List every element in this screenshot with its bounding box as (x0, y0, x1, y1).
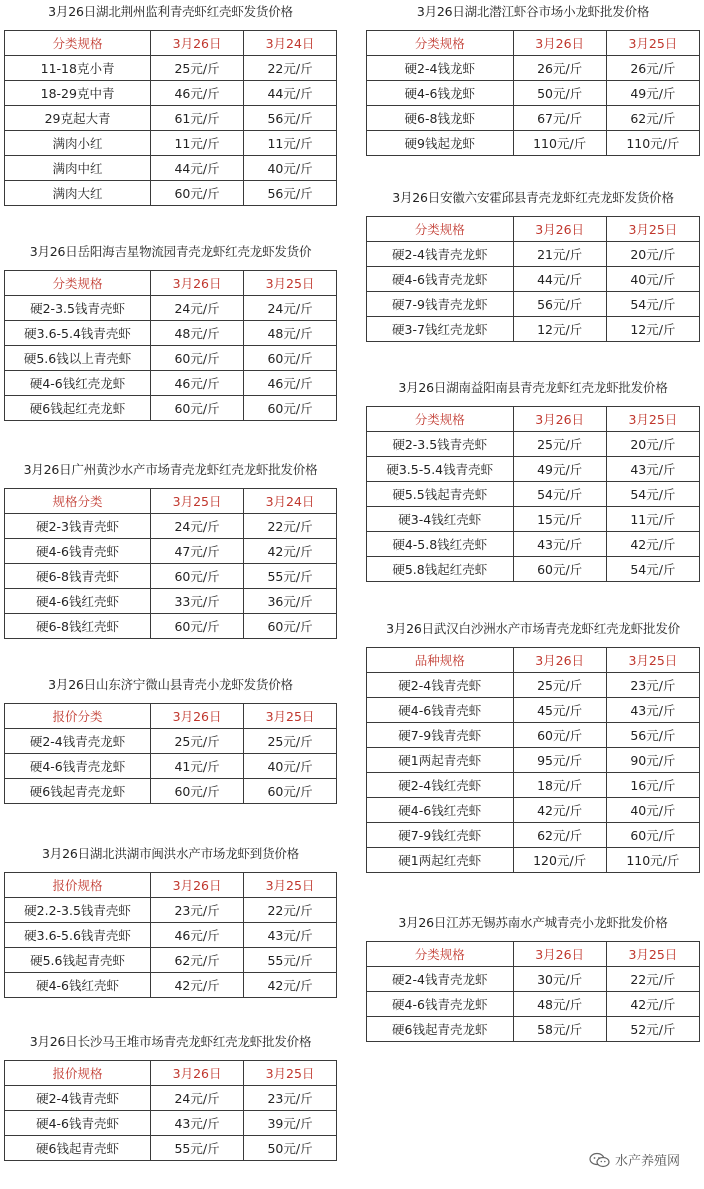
column-header: 分类规格 (367, 407, 514, 432)
table-row (5, 923, 337, 948)
price-cell: 49元/斤 (606, 81, 699, 106)
table-row (5, 131, 337, 156)
table-row (5, 973, 337, 998)
table-title: 3月26日湖北荆州监利青壳虾红壳虾发货价格 (48, 4, 293, 19)
column-header: 3月25日 (244, 873, 337, 898)
header-row (5, 873, 337, 898)
price-cell: 54元/斤 (606, 482, 699, 507)
price-cell: 11元/斤 (151, 131, 244, 156)
price-cell: 15元/斤 (513, 507, 606, 532)
table-row (367, 698, 700, 723)
price-block-changsha (4, 1034, 337, 1161)
spec-cell: 硬4-5.8钱红壳虾 (367, 532, 514, 557)
table-title: 3月26日广州黄沙水产市场青壳龙虾红壳龙虾批发价格 (23, 462, 318, 477)
table-row (5, 156, 337, 181)
price-cell: 43元/斤 (244, 923, 337, 948)
table-title: 3月26日武汉白沙洲水产市场青壳龙虾红壳龙虾批发价 (386, 621, 680, 636)
price-cell: 40元/斤 (606, 267, 699, 292)
table-row (367, 773, 700, 798)
spec-cell: 硬9钱起龙虾 (367, 131, 514, 156)
price-table (4, 488, 337, 639)
price-cell: 25元/斤 (151, 729, 244, 754)
header-row (367, 407, 700, 432)
price-cell: 44元/斤 (151, 156, 244, 181)
spec-cell: 硬4-6钱龙虾 (367, 81, 514, 106)
price-cell: 22元/斤 (244, 514, 337, 539)
spec-cell: 硬7-9钱青壳虾 (367, 723, 514, 748)
price-cell: 62元/斤 (151, 948, 244, 973)
price-cell: 55元/斤 (244, 564, 337, 589)
price-table (4, 30, 337, 206)
header-row (367, 31, 700, 56)
price-cell: 23元/斤 (151, 898, 244, 923)
price-block-wuhan (366, 621, 700, 873)
price-cell: 60元/斤 (151, 396, 244, 421)
header-row (5, 704, 337, 729)
price-cell: 16元/斤 (606, 773, 699, 798)
price-block-jining (4, 677, 337, 804)
column-header: 3月25日 (151, 489, 244, 514)
price-block-yueyang (4, 244, 337, 421)
price-cell: 110元/斤 (606, 131, 699, 156)
price-cell: 110元/斤 (606, 848, 699, 873)
table-row (5, 564, 337, 589)
price-block-wuxi (366, 915, 700, 1042)
price-cell: 25元/斤 (513, 673, 606, 698)
price-cell: 24元/斤 (244, 296, 337, 321)
price-block-honghu (4, 846, 337, 998)
spec-cell: 硬3-7钱红壳龙虾 (367, 317, 514, 342)
price-cell: 43元/斤 (151, 1111, 244, 1136)
table-row (367, 242, 700, 267)
spec-cell: 硬2-3.5钱青壳虾 (367, 432, 514, 457)
price-cell: 60元/斤 (244, 779, 337, 804)
column-header: 3月26日 (151, 31, 244, 56)
spec-cell: 硬5.5钱起青壳虾 (367, 482, 514, 507)
table-row (5, 514, 337, 539)
table-row (5, 371, 337, 396)
price-cell: 55元/斤 (244, 948, 337, 973)
column-header: 3月24日 (244, 31, 337, 56)
spec-cell: 硬6钱起青壳虾 (5, 1136, 151, 1161)
price-cell: 48元/斤 (513, 992, 606, 1017)
spec-cell: 硬2.2-3.5钱青壳虾 (5, 898, 151, 923)
price-cell: 22元/斤 (244, 898, 337, 923)
price-cell: 60元/斤 (244, 396, 337, 421)
spec-cell: 硬3.5-5.4钱青壳虾 (367, 457, 514, 482)
price-cell: 22元/斤 (244, 56, 337, 81)
column-header: 分类规格 (5, 271, 151, 296)
price-table (366, 647, 700, 873)
price-cell: 42元/斤 (244, 539, 337, 564)
spec-cell: 硬6钱起红壳龙虾 (5, 396, 151, 421)
column-header: 分类规格 (5, 31, 151, 56)
table-title: 3月26日长沙马王堆市场青壳龙虾红壳龙虾批发价格 (29, 1034, 312, 1049)
price-block-nanxian (366, 380, 700, 582)
table-title: 3月26日湖北洪湖市闽洪水产市场龙虾到货价格 (42, 846, 299, 861)
column-header: 规格分类 (5, 489, 151, 514)
price-cell: 36元/斤 (244, 589, 337, 614)
price-cell: 60元/斤 (244, 614, 337, 639)
price-cell: 60元/斤 (151, 181, 244, 206)
table-row (367, 507, 700, 532)
price-cell: 26元/斤 (513, 56, 606, 81)
price-cell: 43元/斤 (606, 698, 699, 723)
price-cell: 110元/斤 (513, 131, 606, 156)
spec-cell: 29克起大青 (5, 106, 151, 131)
spec-cell: 硬6钱起青壳龙虾 (5, 779, 151, 804)
price-block-qianjiang (366, 4, 700, 156)
table-row (5, 898, 337, 923)
price-cell: 54元/斤 (606, 292, 699, 317)
price-cell: 12元/斤 (513, 317, 606, 342)
spec-cell: 硬4-6钱青壳虾 (5, 539, 151, 564)
spec-cell: 硬5.8钱起红壳虾 (367, 557, 514, 582)
price-cell: 25元/斤 (513, 432, 606, 457)
spec-cell: 硬4-6钱红壳虾 (5, 973, 151, 998)
table-title: 3月26日安徽六安霍邱县青壳龙虾红壳龙虾发货价格 (392, 190, 674, 205)
table-row (367, 81, 700, 106)
column-header: 分类规格 (367, 942, 514, 967)
price-cell: 43元/斤 (606, 457, 699, 482)
price-cell: 12元/斤 (606, 317, 699, 342)
price-cell: 60元/斤 (151, 346, 244, 371)
column-header: 分类规格 (367, 217, 514, 242)
price-cell: 60元/斤 (244, 346, 337, 371)
spec-cell: 硬7-9钱红壳虾 (367, 823, 514, 848)
price-cell: 54元/斤 (513, 482, 606, 507)
price-cell: 41元/斤 (151, 754, 244, 779)
column-header: 3月25日 (244, 704, 337, 729)
price-cell: 46元/斤 (151, 923, 244, 948)
price-cell: 52元/斤 (606, 1017, 699, 1042)
price-cell: 62元/斤 (606, 106, 699, 131)
table-row (5, 106, 337, 131)
table-row (5, 56, 337, 81)
table-title: 3月26日山东济宁微山县青壳小龙虾发货价格 (48, 677, 293, 692)
header-row (5, 489, 337, 514)
table-row (367, 823, 700, 848)
spec-cell: 硬2-3.5钱青壳虾 (5, 296, 151, 321)
price-cell: 50元/斤 (244, 1136, 337, 1161)
price-table (366, 941, 700, 1042)
table-row (367, 457, 700, 482)
table-row (367, 292, 700, 317)
price-table (4, 270, 337, 421)
price-cell: 60元/斤 (513, 557, 606, 582)
price-cell: 62元/斤 (513, 823, 606, 848)
header-row (5, 271, 337, 296)
price-cell: 22元/斤 (606, 967, 699, 992)
table-title: 3月26日湖北潜江虾谷市场小龙虾批发价格 (416, 4, 650, 19)
table-row (367, 798, 700, 823)
table-row (367, 482, 700, 507)
price-cell: 60元/斤 (151, 779, 244, 804)
price-cell: 25元/斤 (244, 729, 337, 754)
table-row (5, 1136, 337, 1161)
price-cell: 42元/斤 (244, 973, 337, 998)
column-header: 3月25日 (606, 942, 699, 967)
spec-cell: 硬2-4钱青壳虾 (5, 1086, 151, 1111)
watermark (589, 1150, 680, 1169)
spec-cell: 硬5.6钱以上青壳虾 (5, 346, 151, 371)
price-cell: 25元/斤 (151, 56, 244, 81)
price-cell: 90元/斤 (606, 748, 699, 773)
price-cell: 24元/斤 (151, 514, 244, 539)
price-cell: 40元/斤 (606, 798, 699, 823)
spec-cell: 硬5.6钱起青壳虾 (5, 948, 151, 973)
price-cell: 48元/斤 (151, 321, 244, 346)
spec-cell: 硬2-4钱红壳虾 (367, 773, 514, 798)
table-row (367, 106, 700, 131)
spec-cell: 18-29克中青 (5, 81, 151, 106)
price-cell: 20元/斤 (606, 242, 699, 267)
table-row (367, 848, 700, 873)
table-row (5, 346, 337, 371)
spec-cell: 硬4-6钱青壳龙虾 (5, 754, 151, 779)
spec-cell: 硬6-8钱红壳虾 (5, 614, 151, 639)
spec-cell: 硬2-4钱青壳龙虾 (367, 967, 514, 992)
table-row (5, 396, 337, 421)
table-title: 3月26日岳阳海吉星物流园青壳龙虾红壳龙虾发货价 (29, 244, 312, 259)
column-header: 报价规格 (5, 873, 151, 898)
spec-cell: 硬7-9钱青壳龙虾 (367, 292, 514, 317)
price-cell: 23元/斤 (244, 1086, 337, 1111)
table-row (367, 723, 700, 748)
table-row (5, 948, 337, 973)
table-row (367, 131, 700, 156)
table-row (367, 557, 700, 582)
price-table (4, 1060, 337, 1161)
price-cell: 50元/斤 (513, 81, 606, 106)
price-table (4, 872, 337, 998)
column-header: 报价分类 (5, 704, 151, 729)
spec-cell: 硬4-6钱红壳虾 (367, 798, 514, 823)
spec-cell: 硬1两起青壳虾 (367, 748, 514, 773)
price-block-huoqiu (366, 190, 700, 342)
price-table (366, 406, 700, 582)
column-header: 3月25日 (606, 648, 699, 673)
table-row (5, 1111, 337, 1136)
price-cell: 18元/斤 (513, 773, 606, 798)
spec-cell: 硬4-6钱青壳龙虾 (367, 992, 514, 1017)
table-row (367, 992, 700, 1017)
table-row (5, 81, 337, 106)
table-row (367, 967, 700, 992)
column-header: 3月26日 (513, 217, 606, 242)
spec-cell: 硬3.6-5.4钱青壳虾 (5, 321, 151, 346)
price-cell: 11元/斤 (244, 131, 337, 156)
wechat-icon (589, 1152, 611, 1168)
price-block-jingzhou (4, 4, 337, 206)
price-cell: 30元/斤 (513, 967, 606, 992)
spec-cell: 硬2-3钱青壳虾 (5, 514, 151, 539)
table-row (5, 614, 337, 639)
table-title: 3月26日江苏无锡苏南水产城青壳小龙虾批发价格 (398, 915, 668, 930)
column-header: 报价规格 (5, 1061, 151, 1086)
column-header: 3月26日 (513, 31, 606, 56)
column-header: 3月26日 (513, 942, 606, 967)
spec-cell: 硬2-4钱龙虾 (367, 56, 514, 81)
spec-cell: 满肉中红 (5, 156, 151, 181)
column-header: 3月25日 (606, 407, 699, 432)
price-cell: 56元/斤 (244, 181, 337, 206)
spec-cell: 硬4-6钱青壳虾 (5, 1111, 151, 1136)
price-cell: 67元/斤 (513, 106, 606, 131)
price-cell: 33元/斤 (151, 589, 244, 614)
table-row (367, 748, 700, 773)
table-row (367, 1017, 700, 1042)
table-row (367, 673, 700, 698)
spec-cell: 硬4-6钱青壳龙虾 (367, 267, 514, 292)
price-cell: 21元/斤 (513, 242, 606, 267)
price-cell: 39元/斤 (244, 1111, 337, 1136)
price-cell: 42元/斤 (513, 798, 606, 823)
watermark-text: 水产养殖网 (614, 1154, 680, 1169)
column-header: 3月26日 (151, 271, 244, 296)
price-cell: 58元/斤 (513, 1017, 606, 1042)
header-row (5, 1061, 337, 1086)
column-header: 分类规格 (367, 31, 514, 56)
price-cell: 24元/斤 (151, 1086, 244, 1111)
price-table (4, 703, 337, 804)
price-cell: 42元/斤 (606, 992, 699, 1017)
price-block-guangzhou (4, 462, 337, 639)
table-row (5, 779, 337, 804)
price-cell: 55元/斤 (151, 1136, 244, 1161)
column-header: 3月26日 (513, 648, 606, 673)
price-cell: 60元/斤 (151, 614, 244, 639)
spec-cell: 硬1两起红壳虾 (367, 848, 514, 873)
column-header: 3月25日 (244, 271, 337, 296)
spec-cell: 硬2-4钱青壳虾 (367, 673, 514, 698)
price-cell: 60元/斤 (513, 723, 606, 748)
column-header: 3月25日 (244, 1061, 337, 1086)
price-cell: 20元/斤 (606, 432, 699, 457)
price-cell: 42元/斤 (151, 973, 244, 998)
price-cell: 46元/斤 (151, 81, 244, 106)
column-header: 3月26日 (151, 704, 244, 729)
spec-cell: 硬2-4钱青壳龙虾 (5, 729, 151, 754)
price-cell: 23元/斤 (606, 673, 699, 698)
spec-cell: 硬6钱起青壳龙虾 (367, 1017, 514, 1042)
table-row (367, 532, 700, 557)
table-row (367, 317, 700, 342)
header-row (367, 648, 700, 673)
price-table (366, 216, 700, 342)
price-cell: 95元/斤 (513, 748, 606, 773)
price-cell: 47元/斤 (151, 539, 244, 564)
price-cell: 45元/斤 (513, 698, 606, 723)
price-cell: 54元/斤 (606, 557, 699, 582)
price-cell: 49元/斤 (513, 457, 606, 482)
price-cell: 43元/斤 (513, 532, 606, 557)
table-row (5, 539, 337, 564)
price-cell: 61元/斤 (151, 106, 244, 131)
price-cell: 44元/斤 (513, 267, 606, 292)
spec-cell: 硬3-4钱红壳虾 (367, 507, 514, 532)
column-header: 3月26日 (151, 873, 244, 898)
table-row (367, 56, 700, 81)
spec-cell: 硬6-8钱龙虾 (367, 106, 514, 131)
spec-cell: 硬4-6钱红壳虾 (5, 589, 151, 614)
column-header: 3月24日 (244, 489, 337, 514)
table-row (5, 1086, 337, 1111)
column-header: 品种规格 (367, 648, 514, 673)
table-row (367, 432, 700, 457)
spec-cell: 11-18克小青 (5, 56, 151, 81)
price-cell: 46元/斤 (244, 371, 337, 396)
spec-cell: 硬2-4钱青壳龙虾 (367, 242, 514, 267)
spec-cell: 满肉小红 (5, 131, 151, 156)
header-row (367, 942, 700, 967)
column-header: 3月25日 (606, 31, 699, 56)
price-cell: 56元/斤 (244, 106, 337, 131)
price-cell: 40元/斤 (244, 156, 337, 181)
price-cell: 11元/斤 (606, 507, 699, 532)
spec-cell: 硬6-8钱青壳虾 (5, 564, 151, 589)
price-cell: 120元/斤 (513, 848, 606, 873)
table-row (367, 267, 700, 292)
price-cell: 46元/斤 (151, 371, 244, 396)
spec-cell: 硬4-6钱青壳虾 (367, 698, 514, 723)
price-cell: 60元/斤 (606, 823, 699, 848)
column-header: 3月25日 (606, 217, 699, 242)
price-cell: 60元/斤 (151, 564, 244, 589)
spec-cell: 硬3.6-5.6钱青壳虾 (5, 923, 151, 948)
spec-cell: 硬4-6钱红壳龙虾 (5, 371, 151, 396)
price-cell: 42元/斤 (606, 532, 699, 557)
table-row (5, 589, 337, 614)
table-row (5, 181, 337, 206)
price-cell: 26元/斤 (606, 56, 699, 81)
table-row (5, 754, 337, 779)
header-row (5, 31, 337, 56)
price-table (366, 30, 700, 156)
price-cell: 48元/斤 (244, 321, 337, 346)
column-header: 3月26日 (513, 407, 606, 432)
price-cell: 56元/斤 (606, 723, 699, 748)
table-row (5, 729, 337, 754)
price-cell: 44元/斤 (244, 81, 337, 106)
header-row (367, 217, 700, 242)
spec-cell: 满肉大红 (5, 181, 151, 206)
table-title: 3月26日湖南益阳南县青壳龙虾红壳龙虾批发价格 (398, 380, 668, 395)
table-row (5, 296, 337, 321)
price-cell: 24元/斤 (151, 296, 244, 321)
price-cell: 56元/斤 (513, 292, 606, 317)
column-header: 3月26日 (151, 1061, 244, 1086)
price-cell: 40元/斤 (244, 754, 337, 779)
table-row (5, 321, 337, 346)
